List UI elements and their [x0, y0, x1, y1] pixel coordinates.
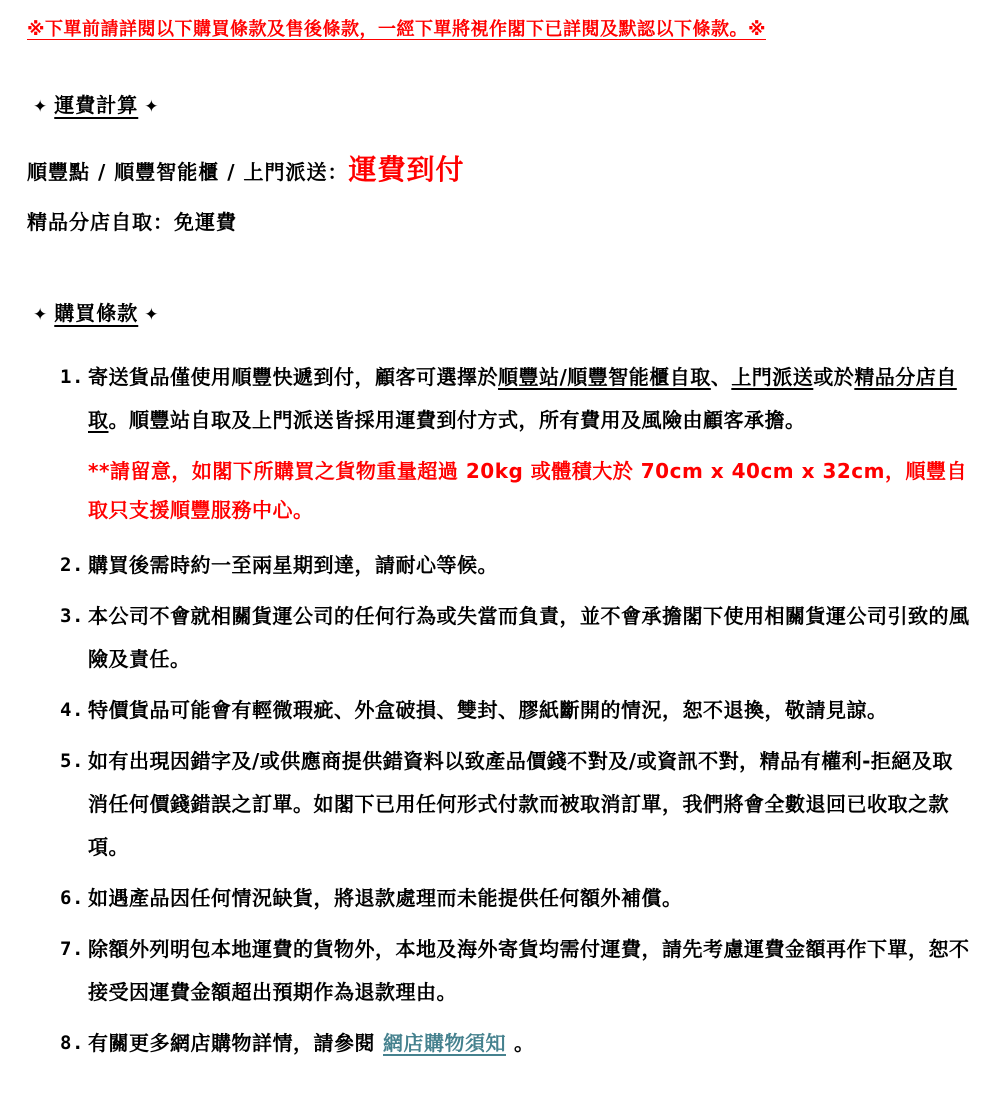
store-pickup-line: 精品分店自取：免運費	[27, 210, 237, 234]
term-1-text: 寄送貨品僅使用順豐快遞到付，顧客可選擇於	[88, 365, 498, 389]
terms-list	[60, 356, 973, 1065]
online-shopping-guide-link[interactable]: 網店購物須知	[383, 1031, 506, 1055]
term-1-underline-delivery: 上門派送	[731, 365, 814, 389]
star-icon: ✦	[33, 305, 49, 325]
shipping-methods-text: 順豐點 / 順豐智能櫃 / 上門派送：	[27, 160, 349, 184]
term-item-2: 購買後需時約一至兩星期到達，請耐心等候。	[88, 553, 498, 577]
star-icon: ✦	[144, 97, 160, 117]
purchase-terms-title-text: 購買條款	[54, 301, 139, 325]
term-item-8	[60, 1022, 973, 1065]
term-item-6: 如遇產品因任何情況缺貨，將退款處理而未能提供任何額外補償。	[88, 886, 683, 910]
term-item-3: 本公司不會就相關貨運公司的任何行為或失當而負責，並不會承擔閣下使用相關貨運公司引致的風險及責任。	[88, 604, 970, 671]
term-item-5: 如有出現因錯字及/或供應商提供錯資料以致產品價錢不對及/或資訊不對，精品有權利-拒絕及取消任何價錢錯誤之訂單。如閣下已用任何形式付款而被取消訂單，我們將會全數退回已收取之款項。	[88, 749, 953, 859]
freight-collect-text: 運費到付	[348, 153, 465, 186]
weight-limit-warning: **請留意，如閣下所購買之貨物重量超過 20kg 或體積大於 70cm x 40cm x 32cm，順豐自取只支援順豐服務中心。	[88, 459, 967, 522]
star-icon: ✦	[144, 305, 160, 325]
purchase-terms-title	[27, 297, 973, 326]
term-1-underline-sf-pickup: 順豐站/順豐智能櫃自取	[498, 365, 711, 389]
shipping-section-title	[27, 89, 973, 118]
term-item-4: 特價貨品可能會有輕微瑕疵、外盒破損、雙封、膠紙斷開的情況，恕不退換，敬請見諒。	[88, 698, 888, 722]
pre-order-notice: ※下單前請詳閱以下購買條款及售後條款，一經下單將視作閣下已詳閱及默認以下條款。※	[27, 19, 766, 40]
shipping-methods-line	[27, 148, 973, 188]
term-1-underline-store-pickup: 精品分店自取	[88, 365, 957, 432]
star-icon: ✦	[33, 97, 49, 117]
term-1-separator: 、	[710, 365, 732, 389]
term-1-text-2: 或於	[813, 365, 855, 389]
shipping-title-text: 運費計算	[54, 93, 139, 117]
term-item-7: 除額外列明包本地運費的貨物外，本地及海外寄貨均需付運費，請先考慮運費金額再作下單，恕不接受因運費金額超出預期作為退款理由。	[88, 937, 970, 1004]
term-item-1	[60, 356, 973, 530]
term-1-text-3: 。順豐站自取及上門派送皆採用運費到付方式，所有費用及風險由顧客承擔。	[108, 408, 806, 432]
term-8-suffix: 。	[514, 1031, 535, 1055]
term-8-text: 有關更多網店購物詳情，請參閱	[88, 1031, 375, 1055]
